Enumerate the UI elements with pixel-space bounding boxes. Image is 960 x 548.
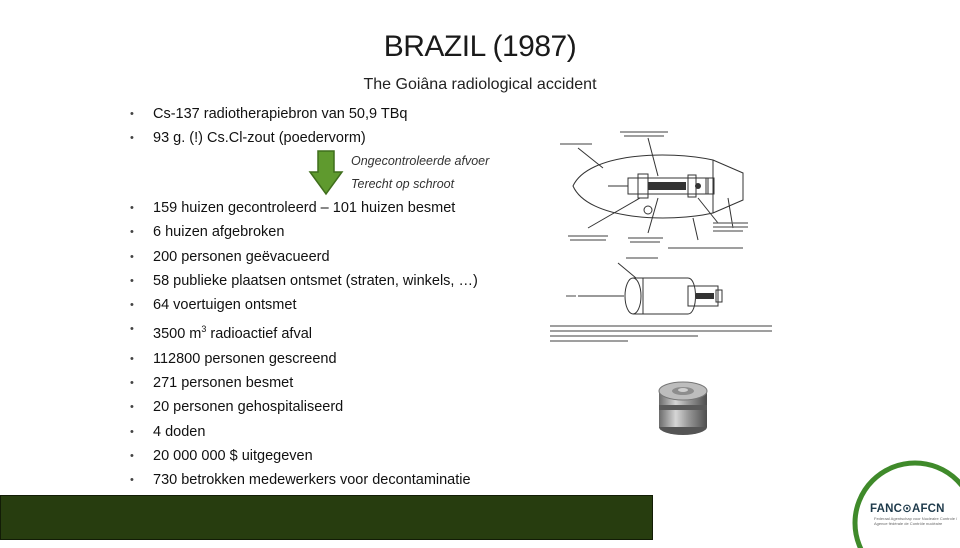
list-item: • 20 personen gehospitaliseerd	[128, 395, 478, 419]
source-list	[128, 102, 407, 151]
consequences-list	[128, 196, 478, 492]
cesium-capsule-image	[647, 373, 719, 439]
list-item: • Cs-137 radiotherapiebron van 50,9 TBq	[128, 102, 407, 126]
list-item: • 730 betrokken medewerkers voor decontaminatie	[128, 468, 478, 492]
list-item: • 64 voertuigen ontsmet	[128, 293, 478, 317]
list-item: • 6 huizen afgebroken	[128, 220, 478, 244]
slide-title: BRAZIL (1987)	[383, 30, 577, 63]
list-item: • 58 publieke plaatsen ontsmet (straten, winkels, …)	[128, 269, 478, 293]
logo-text: FANC⊙AFCN	[870, 503, 945, 515]
arrow-note: Terecht op schroot	[351, 177, 455, 191]
list-item: • 271 personen besmet	[128, 371, 478, 395]
list-item	[128, 317, 478, 346]
list-item: • 200 personen geëvacueerd	[128, 245, 478, 269]
list-item: • 4 doden	[128, 420, 478, 444]
arrow-note: Ongecontroleerde afvoer	[351, 154, 490, 168]
waste-label: radioactief afval	[206, 326, 312, 343]
list-item: • 93 g. (!) Cs.Cl-zout (poedervorm)	[128, 126, 407, 150]
waste-volume: 3500 m	[153, 326, 202, 343]
logo-tagline: Federaal Agentschap voor Nucleaire Controle / Agence fédérale de Contrôle nucléaire	[874, 516, 958, 526]
source-head-diagram	[548, 128, 774, 345]
list-item: • 112800 personen gescreend	[128, 347, 478, 371]
unit-exponent: 3	[201, 324, 207, 335]
down-arrow-icon	[308, 150, 344, 196]
list-item: • 159 huizen gecontroleerd – 101 huizen besmet	[128, 196, 478, 220]
list-item: • 20 000 000 $ uitgegeven	[128, 444, 478, 468]
footer-bar	[0, 495, 653, 540]
slide-subtitle: The Goiâna radiological accident	[363, 76, 597, 93]
